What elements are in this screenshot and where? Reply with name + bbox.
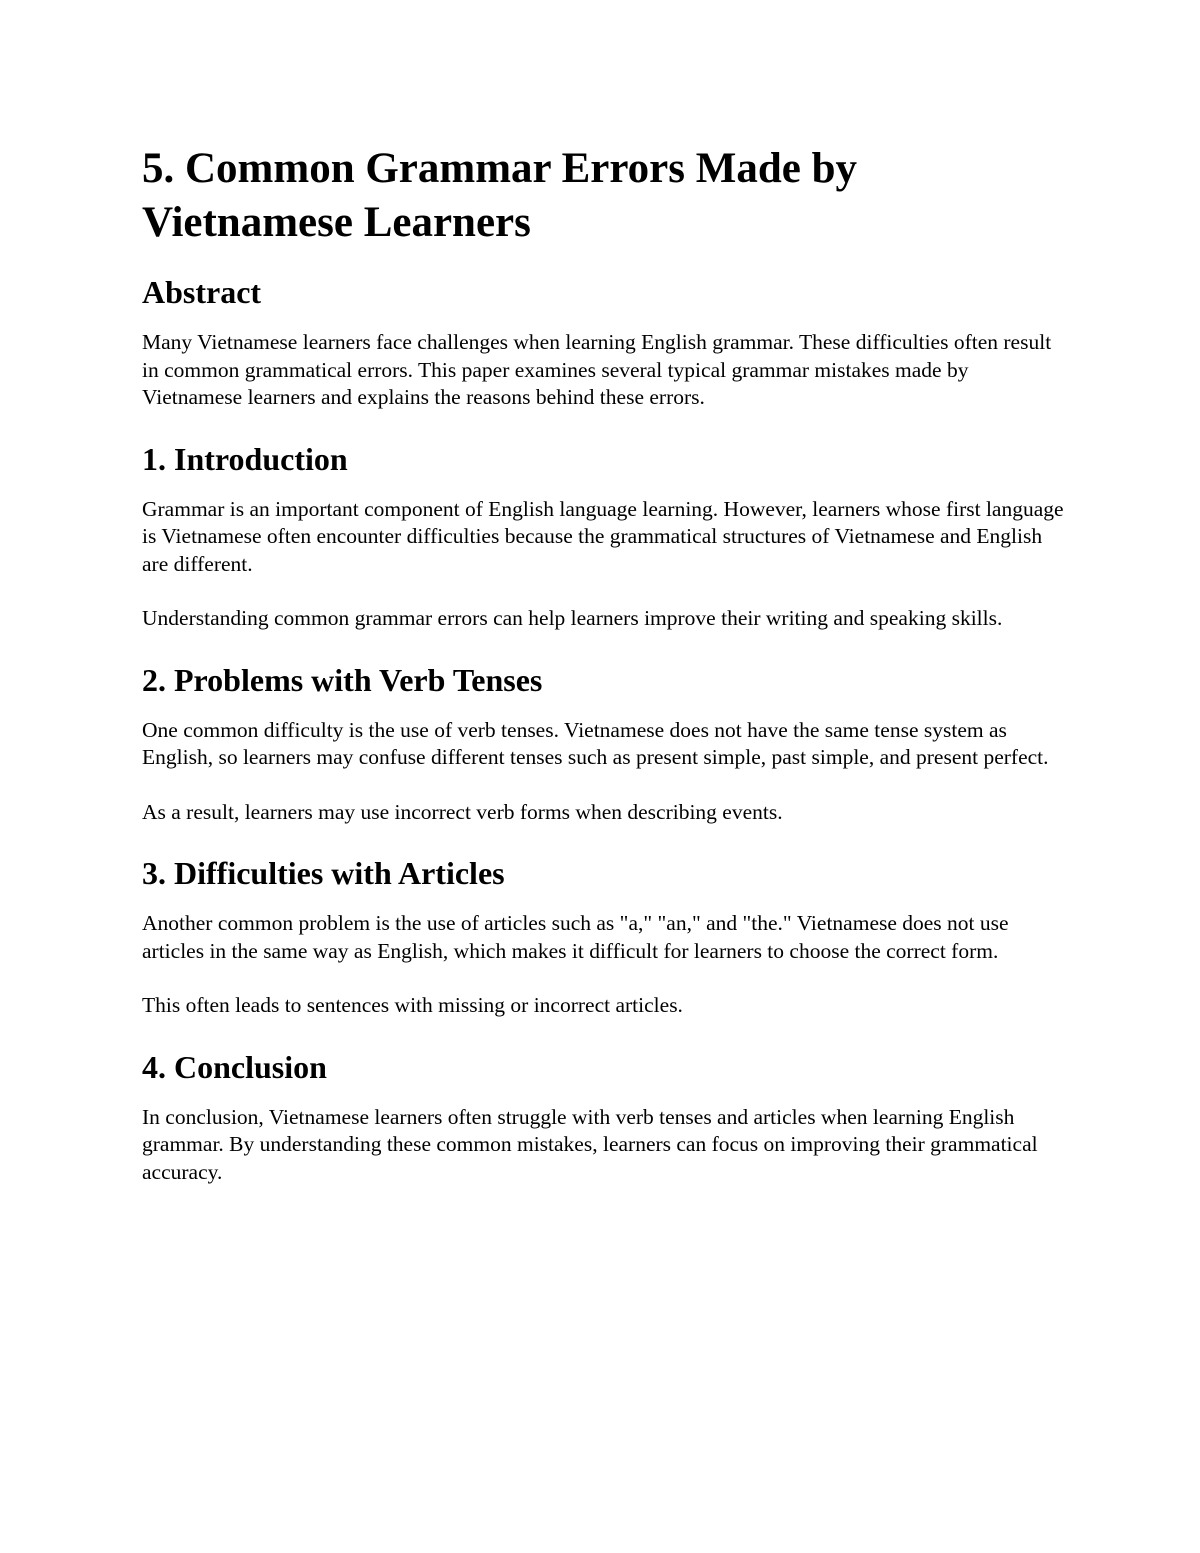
section-heading-introduction: 1. Introduction [142, 440, 348, 477]
document-title: 5. Common Grammar Errors Made by Vietnamese Learners [142, 145, 857, 246]
articles-paragraph-2: This often leads to sentences with missing or incorrect articles. [142, 993, 683, 1017]
section-heading-verb-tenses: 2. Problems with Verb Tenses [142, 661, 543, 698]
conclusion-paragraph: In conclusion, Vietnamese learners often struggle with verb tenses and articles when learning English grammar. By understanding these common mistakes, learners can focus on improving their grammatical accuracy. [142, 1104, 1038, 1184]
section-heading-conclusion: 4. Conclusion [142, 1048, 327, 1085]
abstract-paragraph: Many Vietnamese learners face challenges when learning English grammar. These difficulties often result in common grammatical errors. This paper examines several typical grammar mistakes made by Vietnamese learners and explains the reasons behind these errors. [142, 330, 1052, 409]
section-heading-articles: 3. Difficulties with Articles [142, 855, 505, 891]
verb-tenses-paragraph-1: One common difficulty is the use of verb tenses. Vietnamese does not have the same tense system as English, so learners may confuse different tenses such as present simple, past simple, and present perfect. [142, 717, 1049, 769]
introduction-paragraph-1: Grammar is an important component of English language learning. However, learners whose first language is Vietnamese often encounter difficulties because the grammatical structures of Vietnamese and English are different. [142, 496, 1064, 576]
abstract-heading: Abstract [142, 274, 262, 310]
introduction-paragraph-2: Understanding common grammar errors can help learners improve their writing and speaking skills. [142, 606, 1003, 630]
articles-paragraph-1: Another common problem is the use of articles such as "a," "an," and "the." Vietnamese does not use articles in the same way as English, which makes it difficult for learners to choose the correct form. [142, 911, 1009, 963]
verb-tenses-paragraph-2: As a result, learners may use incorrect verb forms when describing events. [142, 799, 783, 824]
document-page [142, 142, 1072, 1186]
